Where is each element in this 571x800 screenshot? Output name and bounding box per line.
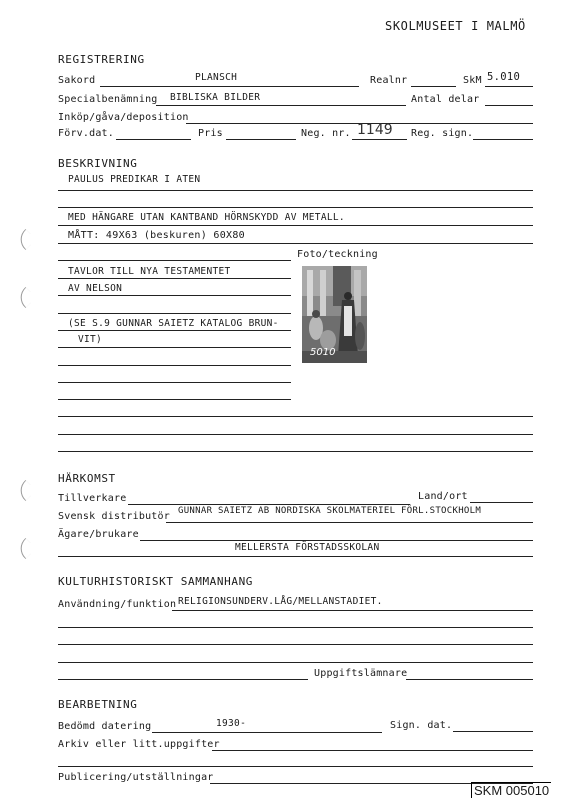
value-svensk-distributor: GUNNAR SAIETZ AB NORDISKA SKOLMATERIEL FÖRL.STOCKHOLM — [178, 506, 482, 516]
label-land-ort: Land/ort — [418, 491, 468, 502]
label-arkiv: Arkiv eller litt.uppgifter — [58, 739, 220, 750]
section-registrering: REGISTRERING — [58, 53, 145, 66]
section-bearbetning: BEARBETNING — [58, 698, 138, 711]
beskrivning-line-7: VIT) — [78, 334, 103, 345]
label-pris: Pris — [198, 128, 223, 139]
beskrivning-line-1: PAULUS PREDIKAR I ATEN — [68, 174, 201, 185]
photo-number: 5010 — [310, 347, 336, 358]
punch-hole — [15, 538, 36, 559]
label-agare: Ägare/brukare — [58, 529, 139, 540]
beskrivning-line-2: MED HÄNGARE UTAN KANTBAND HÖRNSKYDD AV METALL. — [68, 212, 345, 223]
section-harkomst: HÄRKOMST — [58, 472, 116, 485]
beskrivning-line-3: MÅTT: 49X63 (beskuren) 60X80 — [68, 230, 245, 241]
label-inkop: Inköp/gåva/deposition — [58, 112, 189, 123]
archive-id-stamp — [471, 782, 551, 798]
value-skm: 5.010 — [487, 71, 521, 83]
label-bedomd-datering: Bedömd datering — [58, 721, 152, 732]
label-neg-nr: Neg. nr. — [301, 128, 351, 139]
museum-title: SKOLMUSEET I MALMÖ — [385, 19, 526, 33]
section-beskrivning: BESKRIVNING — [58, 157, 138, 170]
value-anvandning: RELIGIONSUNDERV.LÅG/MELLANSTADIET. — [178, 596, 383, 607]
value-bedomd-datering: 1930- — [216, 718, 247, 729]
label-publicering: Publicering/utställningar — [58, 772, 214, 783]
label-tillverkare: Tillverkare — [58, 493, 127, 504]
punch-hole — [15, 480, 36, 501]
label-sakord: Sakord — [58, 75, 96, 86]
value-neg-nr: 1149 — [357, 122, 393, 138]
punch-hole — [15, 229, 36, 250]
label-realnr: Realnr — [370, 75, 408, 86]
label-forv-dat: Förv.dat. — [58, 128, 114, 139]
section-kultur: KULTURHISTORISKT SAMMANHANG — [58, 575, 254, 588]
value-agare: MELLERSTA FÖRSTADSSKOLAN — [235, 542, 380, 553]
label-reg-sign: Reg. sign. — [411, 128, 474, 139]
label-foto-teckning: Foto/teckning — [297, 249, 378, 260]
label-antal-delar: Antal delar — [411, 94, 480, 105]
beskrivning-line-5: AV NELSON — [68, 283, 123, 294]
label-uppgiftslamnare: Uppgiftslämnare — [314, 668, 408, 679]
label-sign-dat: Sign. dat. — [390, 720, 453, 731]
beskrivning-line-6: (SE S.9 GUNNAR SAIETZ KATALOG BRUN- — [68, 318, 279, 329]
value-sakord: PLANSCH — [195, 72, 238, 83]
punch-hole — [15, 287, 36, 308]
value-specialbenamning: BIBLISKA BILDER — [170, 92, 261, 103]
label-anvandning: Användning/funktion — [58, 599, 177, 610]
artwork-photo — [302, 266, 367, 363]
beskrivning-line-4: TAVLOR TILL NYA TESTAMENTET — [68, 266, 231, 277]
label-specialbenamning: Specialbenämning — [58, 94, 158, 105]
label-skm: SkM — [463, 75, 482, 86]
label-svensk-distributor: Svensk distributör — [58, 511, 170, 522]
archive-id: SKM 005010 — [474, 783, 550, 798]
